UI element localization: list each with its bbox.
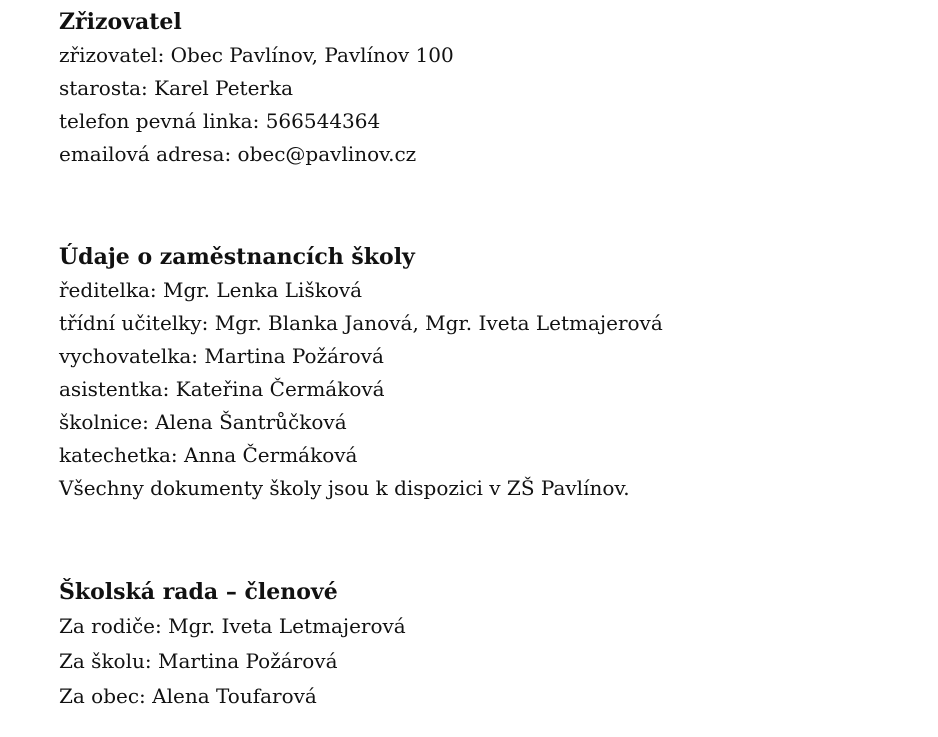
section-zamestnanci (59, 240, 919, 505)
section-title: Zřizovatel (59, 9, 182, 35)
section-title: Údaje o zaměstnancích školy (59, 244, 415, 270)
katechetka-line: katechetka: Anna Čermáková (59, 443, 358, 467)
za-skolu-line: Za školu: Martina Požárová (59, 649, 338, 673)
tridni-ucitelky-line: třídní učitelky: Mgr. Blanka Janová, Mgr. Iveta Letmajerová (59, 311, 663, 335)
asistentka-line: asistentka: Kateřina Čermáková (59, 377, 385, 401)
reditelka-line: ředitelka: Mgr. Lenka Lišková (59, 278, 363, 302)
section-skolska-rada (59, 575, 919, 714)
section-zrizovatel (59, 5, 919, 171)
skolnice-line: školnice: Alena Šantrůčková (59, 410, 347, 434)
telefon-line: telefon pevná linka: 566544364 (59, 109, 381, 133)
dokumenty-note-line: Všechny dokumenty školy jsou k dispozici v ZŠ Pavlínov. (59, 476, 630, 500)
vychovatelka-line: vychovatelka: Martina Požárová (59, 344, 384, 368)
starosta-line: starosta: Karel Peterka (59, 76, 294, 100)
za-rodice-line: Za rodiče: Mgr. Iveta Letmajerová (59, 614, 406, 638)
zrizovatel-line: zřizovatel: Obec Pavlínov, Pavlínov 100 (59, 43, 454, 67)
email-line: emailová adresa: obec@pavlinov.cz (59, 142, 417, 166)
section-title: Školská rada – členové (59, 579, 338, 605)
za-obec-line: Za obec: Alena Toufarová (59, 684, 317, 708)
